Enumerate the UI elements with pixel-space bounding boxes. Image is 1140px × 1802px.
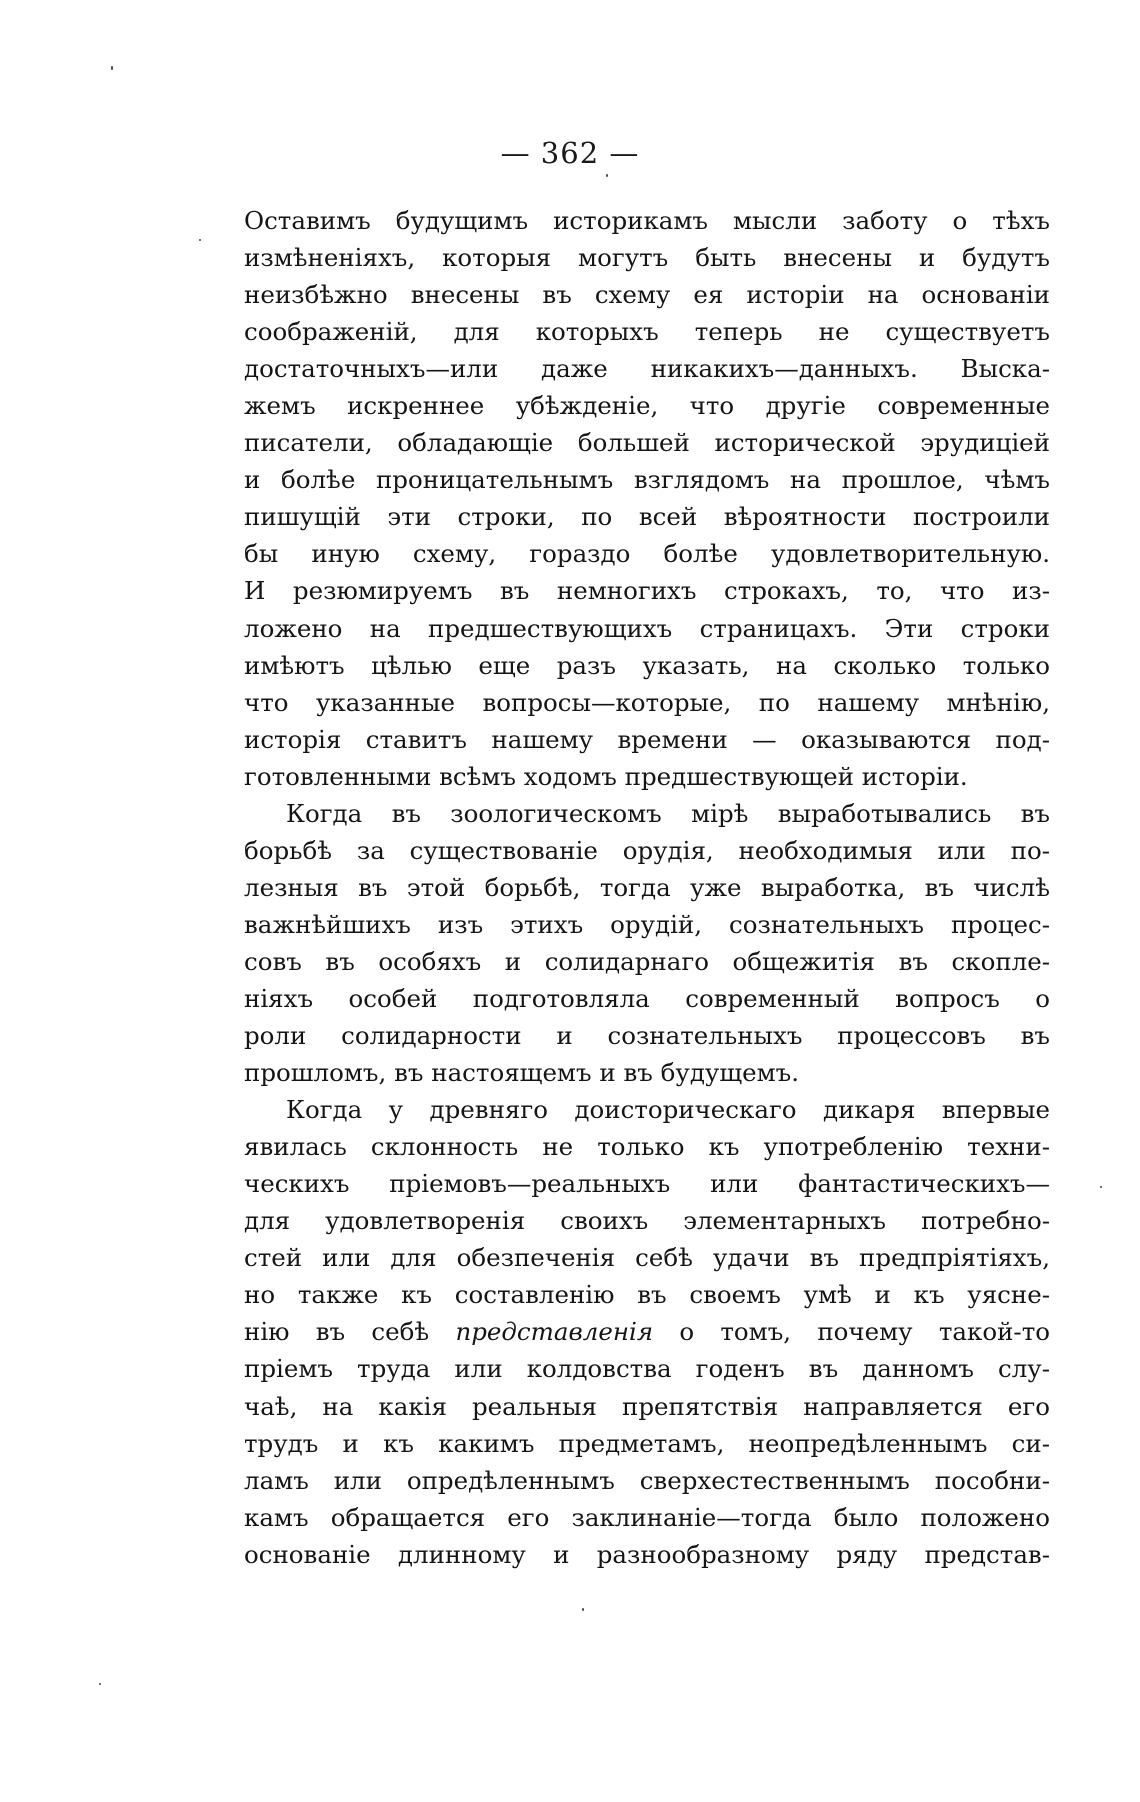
text-line: жемъ искреннее убѣжденіе, что другіе современные	[244, 391, 1050, 421]
text-line: имѣютъ цѣлью еще разъ указать, на сколько только	[244, 650, 1050, 680]
scan-speck	[606, 174, 608, 177]
text-line: пріемъ труда или колдовства годенъ въ данномъ слу-	[244, 1354, 1050, 1384]
text-line: соображеній, для которыхъ теперь не существуетъ	[244, 317, 1050, 347]
text-line: И резюмируемъ въ немногихъ строкахъ, то, что из-	[244, 576, 1050, 606]
text-line: ламъ или опредѣленнымъ сверхестественнымъ пособни-	[244, 1465, 1050, 1495]
text-line: и болѣе проницательнымъ взглядомъ на прошлое, чѣмъ	[244, 465, 1050, 495]
page-number: — 362 —	[500, 136, 640, 170]
text-line: явилась склонность не только къ употребленію техни-	[244, 1132, 1050, 1162]
text-line: ческихъ пріемовъ—реальныхъ или фантастическихъ—	[244, 1169, 1050, 1199]
text-line-with-italic	[244, 1313, 1050, 1350]
text-line: борьбѣ за существованіе орудія, необходимыя или по-	[244, 835, 1050, 865]
text-line: трудъ и къ какимъ предметамъ, неопредѣленнымъ си-	[244, 1428, 1050, 1458]
text-line: писатели, обладающіе большей исторической эрудиціей	[244, 428, 1050, 458]
text-line: чаѣ, на какія реальныя препятствія направляется его	[244, 1391, 1050, 1421]
text-line: камъ обращается его заклинаніе—тогда было положено	[244, 1502, 1050, 1532]
scan-speck	[1100, 1186, 1102, 1188]
text-line: бы иную схему, гораздо болѣе удовлетворительную.	[244, 539, 1050, 569]
text-line: но также къ составленію въ своемъ умѣ и къ уясне-	[244, 1280, 1050, 1310]
text-line: совъ въ особяхъ и солидарнаго общежитія въ скопле-	[244, 946, 1050, 976]
body-text	[244, 202, 1050, 1573]
text-line: исторія ставитъ нашему времени — оказываются под-	[244, 724, 1050, 754]
text-line: стей или для обезпеченія себѣ удачи въ предпріятіяхъ,	[244, 1243, 1050, 1273]
scan-speck	[199, 239, 201, 241]
text-run: о томъ, почему такой-то	[653, 1317, 1050, 1347]
text-line: достаточныхъ—или даже никакихъ—данныхъ. Выска-	[244, 354, 1050, 384]
scan-speck	[111, 66, 113, 70]
text-line: пишущій эти строки, по всей вѣроятности построили	[244, 502, 1050, 532]
text-line: роли солидарности и сознательныхъ процессовъ въ	[244, 1021, 1050, 1051]
text-line: прошломъ, въ настоящемъ и въ будущемъ.	[244, 1058, 800, 1088]
text-line: для удовлетворенія своихъ элементарныхъ потребно-	[244, 1206, 1050, 1236]
text-line: важнѣйшихъ изъ этихъ орудій, сознательныхъ процес-	[244, 909, 1050, 939]
text-line: ложено на предшествующихъ страницахъ. Эти строки	[244, 613, 1050, 643]
text-line: что указанные вопросы—которые, по нашему мнѣнію,	[244, 687, 1050, 717]
scan-speck	[582, 1608, 584, 1611]
text-line: ніяхъ особей подготовляла современный вопросъ о	[244, 983, 1050, 1013]
text-line: измѣненіяхъ, которыя могутъ быть внесены и будутъ	[244, 243, 1050, 273]
text-line: Когда у древняго доисторическаго дикаря впервые	[286, 1095, 1050, 1125]
text-line: неизбѣжно внесены въ схему ея исторіи на основаніи	[244, 280, 1050, 310]
text-run: нію въ себѣ	[244, 1317, 456, 1347]
italic-word: представленія	[455, 1317, 654, 1347]
scan-speck	[99, 1683, 101, 1685]
text-line: Когда въ зоологическомъ мірѣ выработывались въ	[286, 798, 1050, 828]
text-line: Оставимъ будущимъ историкамъ мысли заботу о тѣхъ	[244, 206, 1050, 235]
text-line: лезныя въ этой борьбѣ, тогда уже выработка, въ числѣ	[244, 872, 1050, 902]
text-line: готовленными всѣмъ ходомъ предшествующей исторіи.	[244, 761, 968, 791]
text-line: основаніе длинному и разнообразному ряду представ-	[244, 1539, 1050, 1569]
